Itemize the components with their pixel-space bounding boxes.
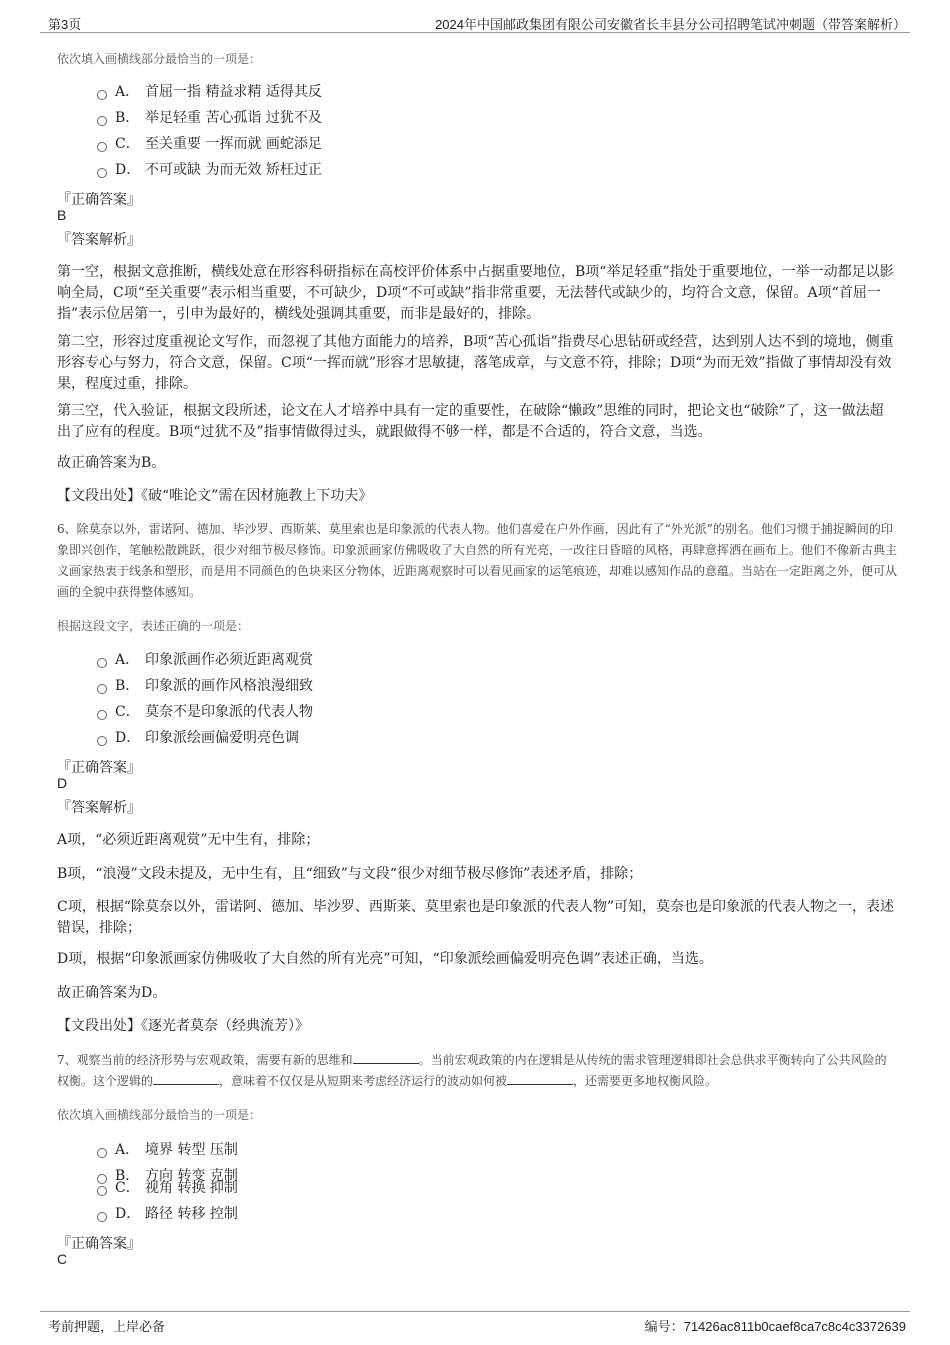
q5-analysis-label: 『答案解析』 [57, 232, 141, 248]
q6-question-text: 6、除莫奈以外，雷诺阿、德加、毕沙罗、西斯莱、莫里索也是印象派的代表人物。他们喜爱在户外作画，因此有了“外光派”的别名。他们习惯于捕捉瞬间的印象即兴创作，笔触松散跳跃，很少对细节极尽修饰。印象派画家仿佛吸收了大自然的所有光亮，一改往日昏暗的风格，再肆意挥洒在画布上。他们不像新古典主义画家热衷于线条和塑形，而是用不同颜色的色块来区分物体，近距离观察时可以看见画家的运笔痕迹，却难以感知作品的意蕴。当站在一定距离之外，便可从画的全貌中获得整体感知。 [57, 522, 898, 599]
q7-question-text: 7、观察当前的经济形势与宏观政策，需要有新的思维和 。当前宏观政策的内在逻辑是从传统的需求管理逻辑即社会总供求平衡转向了公共风险的权衡。这个逻辑的 ，意味着不仅仅是从短期来考虑经济运行的波动如何被 ，还需要更多地权衡风险。 [57, 1053, 887, 1088]
radio-icon[interactable] [97, 90, 107, 100]
q5-source: 【文段出处】《破“唯论文”需在因材施教上下功夫》 [57, 488, 373, 504]
q6-analysis-paragraph-2: B项，“浪漫”文段未提及，无中生有，且“细致”与文段“很少对细节极尽修饰”表述矛盾，排除； [57, 866, 643, 882]
q5-analysis-paragraph-1: 第一空，根据文意推断，横线处意在形容科研指标在高校评价体系中占据重要地位，B项“举足轻重”指处于重要地位，一举一动都足以影响全局，C项“至关重要”表示相当重要，不可缺少，D项“不可或缺”指非常重要，无法替代或缺少的，均符合文意，保留。A项“首屈一指”表示位居第一，引申为最好的，横线处强调其重要，而非是最好的，排除。 [57, 264, 894, 322]
q6-analysis-paragraph-5: 故正确答案为D。 [57, 985, 167, 1001]
q6-analysis-label: 『答案解析』 [57, 800, 141, 816]
radio-icon[interactable] [97, 684, 107, 694]
radio-icon[interactable] [97, 1148, 107, 1158]
q7-prompt: 依次填入画横线部分最恰当的一项是： [57, 1108, 262, 1122]
radio-icon[interactable] [97, 658, 107, 668]
q6-option-b[interactable]: B． 印象派的画作风格浪漫细致 [97, 676, 313, 696]
footer-slogan: 考前押题，上岸必备 [48, 1319, 166, 1334]
q5-analysis-paragraph-3: 第三空，代入验证，根据文段所述，论文在人才培养中具有一定的重要性，在破除“懒政”思维的同时，把论文也“破除”了，这一做法超出了应有的程度。B项“过犹不及”指事情做得过头，就跟做得不够一样，都是不合适的，符合文意，当选。 [57, 403, 884, 440]
radio-icon[interactable] [97, 710, 107, 720]
blank-3 [507, 1073, 573, 1085]
q5-option-d[interactable]: D． 不可或缺 为而无效 矫枉过正 [97, 160, 322, 180]
radio-icon[interactable] [97, 168, 107, 178]
radio-icon[interactable] [97, 116, 107, 126]
page-header [40, 10, 910, 33]
radio-icon[interactable] [97, 1212, 107, 1222]
q5-answer: B [57, 207, 67, 223]
q6-answer: D [57, 775, 68, 791]
q6-answer-label: 『正确答案』 [57, 760, 141, 776]
page-footer [40, 1311, 910, 1334]
q7-option-d[interactable]: D． 路径 转移 控制 [97, 1204, 238, 1224]
radio-icon[interactable] [97, 1186, 107, 1196]
q6-option-a[interactable]: A． 印象派画作必须近距离观赏 [97, 650, 313, 670]
blank-1 [353, 1052, 419, 1064]
radio-icon[interactable] [97, 142, 107, 152]
q7-option-c[interactable]: C． 视角 转换 抑制 [97, 1178, 238, 1198]
q7-option-a[interactable]: A． 境界 转型 压制 [97, 1140, 238, 1160]
q5-answer-label: 『正确答案』 [57, 192, 141, 208]
blank-2 [153, 1073, 219, 1085]
q5-option-a[interactable]: A． 首屈一指 精益求精 适得其反 [97, 82, 322, 102]
q5-analysis-paragraph-2: 第二空，形容过度重视论文写作，而忽视了其他方面能力的培养，B项“苦心孤诣”指费尽心思钻研或经营，达到别人达不到的境地，侧重形容专心与努力，符合文意，保留。C项“一挥而就”形容才思敏捷，落笔成章，与文意不符，排除；D项“为而无效”指做了事情却没有效果，程度过重，排除。 [57, 334, 894, 392]
document-id: 编号：71426ac811b0caef8ca7c8c4c3372639 [644, 1319, 906, 1334]
q6-analysis-paragraph-4: D项，根据“印象派画家仿佛吸收了大自然的所有光亮”可知，“印象派绘画偏爱明亮色调”表述正确，当选。 [57, 951, 713, 967]
q7-option-b[interactable]: B． 方向 转变 克制 [97, 1166, 238, 1186]
radio-icon[interactable] [97, 736, 107, 746]
q5-prompt: 依次填入画横线部分最恰当的一项是： [57, 52, 262, 66]
q7-answer-label: 『正确答案』 [57, 1236, 141, 1252]
q6-analysis-paragraph-1: A项，“必须近距离观赏”无中生有，排除； [57, 832, 320, 848]
q5-option-c[interactable]: C． 至关重要 一挥而就 画蛇添足 [97, 134, 322, 154]
q6-option-c[interactable]: C． 莫奈不是印象派的代表人物 [97, 702, 313, 722]
q6-option-d[interactable]: D． 印象派绘画偏爱明亮色调 [97, 728, 299, 748]
q7-answer: C [57, 1251, 68, 1267]
q6-analysis-paragraph-3: C项，根据“除莫奈以外，雷诺阿、德加、毕沙罗、西斯莱、莫里索也是印象派的代表人物”可知，莫奈也是印象派的代表人物之一，表述错误，排除； [57, 899, 895, 936]
document-title: 2024年中国邮政集团有限公司安徽省长丰县分公司招聘笔试冲刺题（带答案解析） [435, 17, 906, 32]
q6-source: 【文段出处】《逐光者莫奈（经典流芳）》 [57, 1018, 309, 1034]
q5-option-b[interactable]: B． 举足轻重 苦心孤诣 过犹不及 [97, 108, 322, 128]
q5-analysis-paragraph-4: 故正确答案为B。 [57, 455, 166, 471]
page-number: 第3页 [48, 17, 82, 32]
q6-prompt: 根据这段文字，表述正确的一项是： [57, 619, 250, 633]
